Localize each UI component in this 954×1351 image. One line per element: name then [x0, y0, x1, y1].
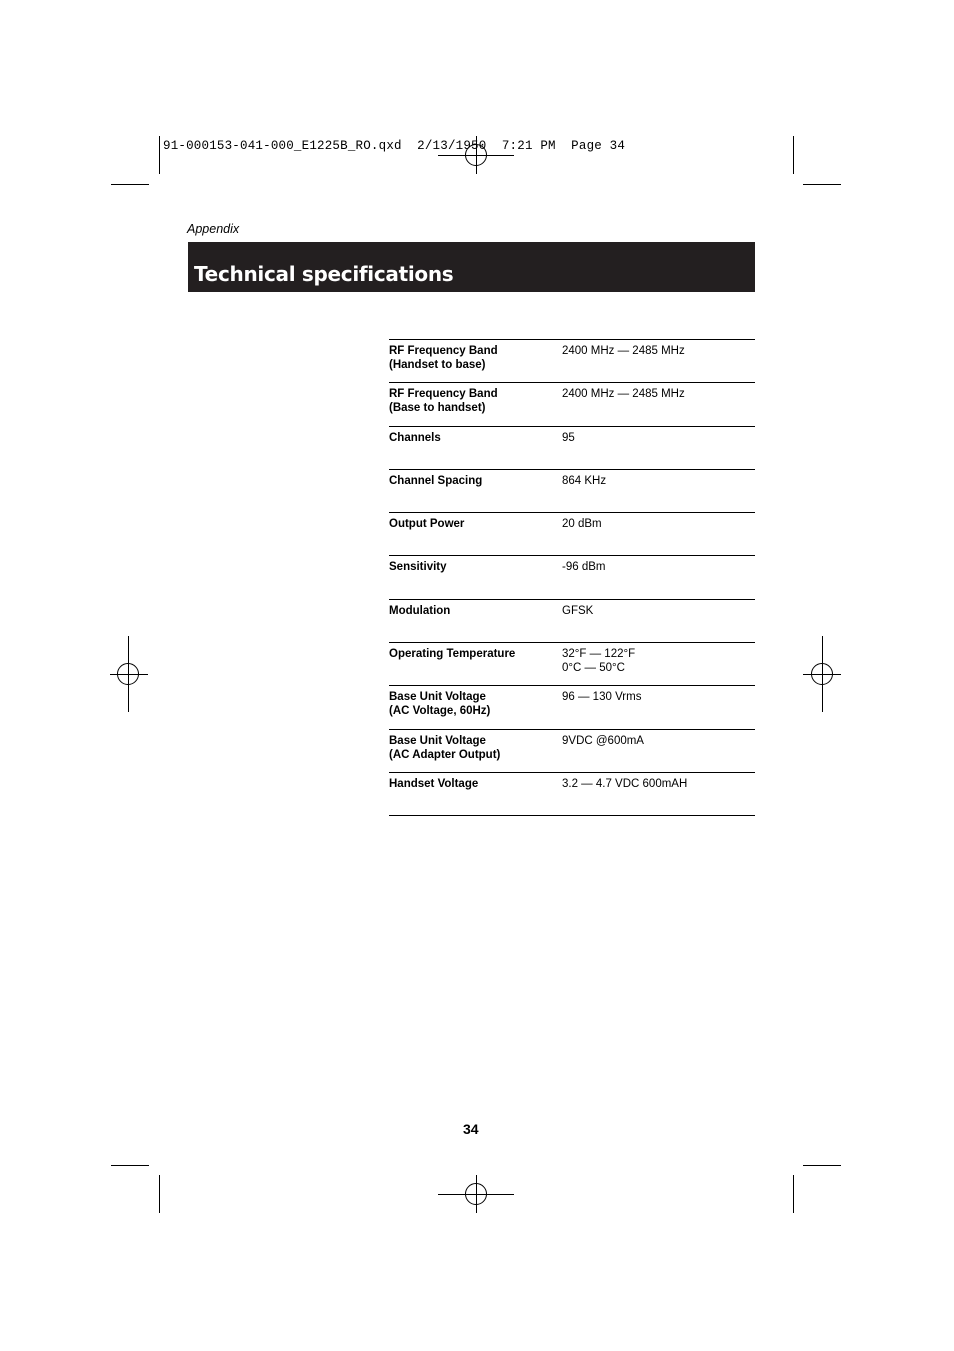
section-label: Appendix [187, 222, 240, 236]
spec-label: Channels [389, 431, 441, 444]
spec-label: Handset Voltage [389, 777, 479, 790]
spec-row [389, 426, 755, 469]
spec-label: Modulation [389, 604, 451, 617]
spec-row [389, 599, 755, 642]
spec-value: 9VDC @600mA [562, 734, 644, 747]
spec-value: GFSK [562, 604, 594, 617]
spec-row [389, 642, 755, 685]
page-title: Technical specifications [194, 262, 454, 286]
spec-row [389, 469, 755, 512]
spec-row [389, 382, 755, 425]
spec-row [389, 555, 755, 598]
spec-value: 2400 MHz — 2485 MHz [562, 345, 685, 357]
spec-value: -96 dBm [562, 561, 606, 574]
spec-row [389, 729, 755, 772]
spec-label: Operating Temperature [389, 648, 516, 661]
spec-label: RF Frequency Band (Base to handset) [389, 388, 498, 415]
spec-label: Base Unit Voltage (AC Voltage, 60Hz) [389, 691, 491, 718]
spec-value: 32°F — 122°F 0°C — 50°C [562, 648, 636, 675]
spec-row [389, 772, 755, 816]
spec-label: Output Power [389, 518, 465, 531]
spec-value: 864 KHz [562, 474, 607, 487]
spec-label: Sensitivity [389, 561, 447, 574]
spec-value: 95 [562, 431, 575, 444]
spec-row [389, 685, 755, 728]
page-number: 34 [463, 1121, 479, 1137]
spec-label: Base Unit Voltage (AC Adapter Output) [389, 734, 501, 761]
spec-value: 96 — 130 Vrms [562, 691, 642, 704]
spec-label: Channel Spacing [389, 474, 483, 487]
print-slug-line: 91-000153-041-000_E1225B_RO.qxd 2/13/1950 7:21 PM Page 34 [163, 139, 626, 153]
spec-row [389, 339, 755, 382]
spec-value: 2400 MHz — 2485 MHz [562, 388, 685, 401]
spec-label: RF Frequency Band (Handset to base) [389, 345, 498, 371]
spec-value: 20 dBm [562, 518, 602, 531]
spec-value: 3.2 — 4.7 VDC 600mAH [562, 777, 688, 790]
title-bar [188, 242, 755, 292]
spec-table [389, 339, 755, 816]
spec-row [389, 512, 755, 555]
